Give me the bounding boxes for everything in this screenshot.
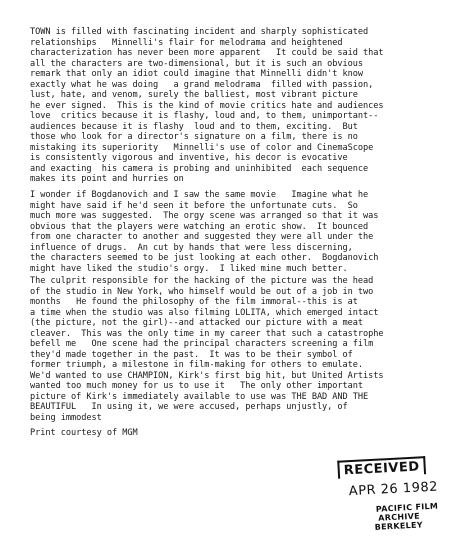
text-line: The culprit responsible for the hacking of the picture was the head (30, 276, 374, 286)
stamp-received-label: RECEIVED (337, 456, 426, 479)
text-line: from one character to another and suggested they were all under the (30, 232, 374, 242)
paragraph-4 (30, 428, 138, 439)
text-line: former triumph, a milestone in film-making for others to emulate. (30, 360, 364, 370)
text-line: makes its point and hurries on (30, 174, 184, 184)
received-stamp (325, 449, 457, 538)
text-line: obvious that the players were watching an erotic show. It bounced (30, 221, 369, 232)
stamp-archive-name: PACIFIC FILM (375, 501, 439, 514)
text-line: the characters seemed to be just looking at each other. Bogdanovich (30, 253, 379, 263)
text-line: of the studio in New York, who himself would be out of a job in two (30, 286, 374, 297)
text-line: wanted too much money for us to use it The only other important (30, 381, 364, 391)
text-line: We'd wanted to use CHAMPION, Kirk's first big hit, but United Artists (30, 370, 384, 381)
text-line: a time when the studio was also filming LOLITA, which emerged intact (30, 307, 379, 318)
text-line: exactly what he was doing a grand melodrama filled with passion, (30, 79, 374, 90)
text-line: being immodest (30, 412, 102, 423)
stamp-archive-city: BERKELEY (374, 520, 424, 532)
text-line: those who look for a director's signature on a film, there is no (30, 132, 358, 142)
paragraph-3 (30, 276, 384, 423)
text-line: Print courtesy of MGM (30, 428, 138, 438)
text-line: is consistently vigorous and inventive, his decor is evocative (30, 153, 348, 163)
text-line: BEAUTIFUL In using it, we were accused, perhaps unjustly, of (30, 402, 348, 412)
text-line: might have liked the studio's orgy. I liked mine much better. (30, 263, 348, 274)
paragraph-1 (30, 27, 384, 185)
text-line: befell me One scene had the principal characters screening a film (30, 339, 374, 349)
text-line: they'd made together in the past. It was to be their symbol of (30, 349, 353, 360)
text-line: audiences because it is flashy loud and to them, exciting. But (30, 121, 358, 132)
text-line: characterization has never been more apparent It could be said that (30, 48, 384, 58)
text-line: I wonder if Bogdanovich and I saw the same movie Imagine what he (30, 190, 369, 200)
text-line: might have said if he'd seen it before the unfortunate cuts. So (30, 200, 358, 211)
stamp-archive-type: ARCHIVE (378, 511, 421, 523)
text-line: relationships Minnelli's flair for melodrama and heightened (30, 37, 343, 48)
paragraph-2 (30, 190, 378, 274)
text-line: love critics because it is flashy, loud and, to them, unimportant-- (30, 111, 379, 121)
text-line: cleaver. This was the only time in my career that such a catastrophe (30, 328, 384, 339)
text-line: (the picture, not the girl)--and attacked our picture with a meat (30, 318, 364, 328)
text-line: TOWN is filled with fascinating incident and sharply sophisticated (30, 27, 369, 37)
text-line: months He found the philosophy of the film immoral--this is at (30, 297, 358, 307)
text-line: he ever signed. This is the kind of movie critics hate and audiences (30, 100, 384, 111)
text-line: all the characters are two-dimensional, but it is such an obvious (30, 58, 364, 69)
text-line: and exacting his camera is probing and uninhibited each sequence (30, 163, 369, 174)
text-line: much more was suggested. The orgy scene was arranged so that it was (30, 211, 379, 221)
stamp-date: APR 26 1982 (348, 479, 439, 500)
text-line: mistaking its superiority Minnelli's use of color and CinemaScope (30, 142, 374, 153)
text-line: influence of drugs. An cut by hands that were less discerning, (30, 242, 353, 253)
text-line: picture of Kirk's immediately available to use was THE BAD AND THE (30, 391, 369, 402)
text-line: lust, hate, and venom, surely the balliest, most vibrant picture (30, 90, 358, 100)
text-line: remark that only an idiot could imagine that Minnelli didn't know (30, 69, 364, 79)
